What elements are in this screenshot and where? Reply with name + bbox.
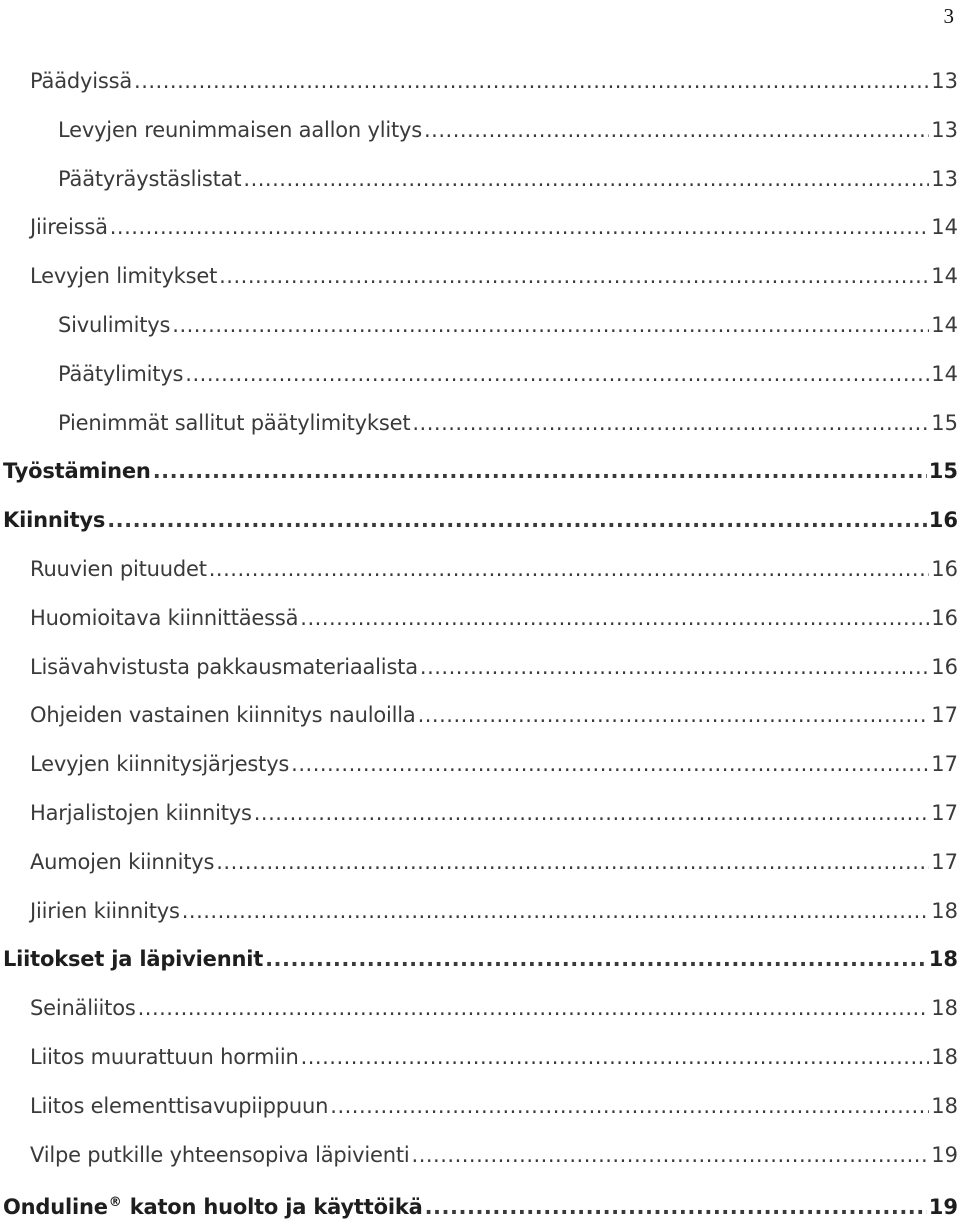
toc-entry-label: Aumojen kiinnitys [30,849,215,874]
dot-leader [254,789,930,838]
toc-entry-label: Levyjen reunimmaisen aallon ylitys [58,117,422,142]
toc-entry-label: Päädyissä [30,69,133,93]
toc-entry[interactable] [0,447,958,496]
toc-entry-page: 14 [931,361,958,386]
toc-entry-page: 16 [931,605,958,630]
toc-entry-page: 18 [931,898,958,923]
toc-entry-label: Päätylimitys [58,361,184,386]
toc-entry[interactable] [0,545,958,594]
toc-entry-label: Harjalistojen kiinnitys [30,800,252,825]
table-of-contents [0,57,958,1228]
toc-entry[interactable] [0,691,958,740]
toc-entry-page: 16 [931,556,958,581]
toc-entry-page: 15 [931,410,958,435]
dot-leader [172,301,929,350]
dot-leader [300,594,929,643]
dot-leader [219,252,929,301]
toc-entry[interactable] [0,740,958,789]
toc-entry-label-brand: Onduline [3,1195,108,1220]
toc-entry-page: 18 [931,1044,958,1069]
toc-entry-label: Vilpe putkille yhteensopiva läpivienti [30,1142,410,1167]
dot-leader [291,740,929,789]
toc-entry-label [3,1179,423,1232]
toc-entry-label: Työstäminen [3,459,151,484]
dot-leader [134,57,929,106]
dot-leader [216,838,929,887]
toc-entry[interactable] [0,57,958,106]
toc-entry[interactable] [0,106,958,155]
toc-entry-label: Liitos muurattuun hormiin [30,1044,299,1069]
toc-entry-label: Liitokset ja läpiviennit [3,947,264,972]
toc-entry-label: Levyjen kiinnitysjärjestys [30,752,290,777]
dot-leader [425,1183,927,1232]
dot-leader [153,447,927,496]
toc-entry-page: 13 [931,117,958,142]
dot-leader [418,691,930,740]
toc-entry-page: 18 [931,996,958,1021]
toc-entry-page: 19 [928,1195,958,1220]
toc-entry[interactable] [0,1033,958,1082]
toc-entry[interactable] [0,594,958,643]
dot-leader [265,935,927,984]
toc-entry[interactable] [0,984,958,1033]
toc-entry-page: 17 [931,703,958,728]
toc-entry-label: Huomioitava kiinnittäessä [30,605,299,630]
toc-entry-label: Levyjen limitykset [30,264,218,289]
dot-leader [330,1082,929,1131]
toc-entry-label: Jiirien kiinnitys [30,898,180,923]
toc-entry-label-rest: katon huolto ja käyttöikä [122,1195,423,1220]
toc-entry-page: 17 [931,752,958,777]
toc-entry[interactable] [0,301,958,350]
page-number: 3 [943,4,954,28]
toc-entry[interactable] [0,935,958,984]
toc-entry-page: 14 [931,264,958,289]
dot-leader [420,643,929,692]
toc-entry[interactable] [0,252,958,301]
toc-entry-page: 13 [931,69,958,93]
toc-entry-page: 16 [931,654,958,679]
toc-entry[interactable] [0,1179,958,1228]
toc-entry[interactable] [0,399,958,448]
toc-entry[interactable] [0,496,958,545]
toc-entry-page: 18 [928,947,958,972]
toc-entry-label: Lisävahvistusta pakkausmateriaalista [30,654,418,679]
toc-entry-label: Liitos elementtisavupiippuun [30,1093,329,1118]
toc-entry-label: Ohjeiden vastainen kiinnitys nauloilla [30,703,416,728]
toc-entry-page: 13 [931,166,958,191]
toc-entry-page: 17 [931,849,958,874]
toc-entry-label: Seinäliitos [30,996,136,1021]
toc-entry-label: Kiinnitys [3,508,106,533]
toc-entry-page: 18 [931,1093,958,1118]
registered-mark: ® [108,1195,122,1211]
toc-entry-page: 15 [928,459,958,484]
dot-leader [412,1131,930,1180]
toc-entry-page: 17 [931,800,958,825]
dot-leader [185,350,929,399]
toc-entry[interactable] [0,789,958,838]
toc-entry-label: Päätyräystäslistat [58,166,242,191]
dot-leader [209,545,930,594]
dot-leader [424,106,929,155]
toc-entry-page: 16 [928,508,958,533]
toc-entry[interactable] [0,155,958,204]
toc-entry-label: Pienimmät sallitut päätylimitykset [58,410,411,435]
toc-entry[interactable] [0,1082,958,1131]
toc-entry-label: Ruuvien pituudet [30,556,207,581]
toc-entry[interactable] [0,1131,958,1180]
dot-leader [107,496,927,545]
toc-entry[interactable] [0,887,958,936]
toc-entry-page: 19 [931,1142,958,1167]
toc-entry[interactable] [0,838,958,887]
dot-leader [138,984,930,1033]
dot-leader [412,399,929,448]
toc-entry-label: Jiireissä [30,215,108,240]
toc-entry[interactable] [0,643,958,692]
toc-entry[interactable] [0,350,958,399]
dot-leader [110,203,930,252]
toc-entry[interactable] [0,203,958,252]
dot-leader [301,1033,930,1082]
dot-leader [182,887,930,936]
toc-entry-page: 14 [931,312,958,337]
toc-entry-label: Sivulimitys [58,312,171,337]
toc-entry-page: 14 [931,215,958,240]
dot-leader [243,155,929,204]
